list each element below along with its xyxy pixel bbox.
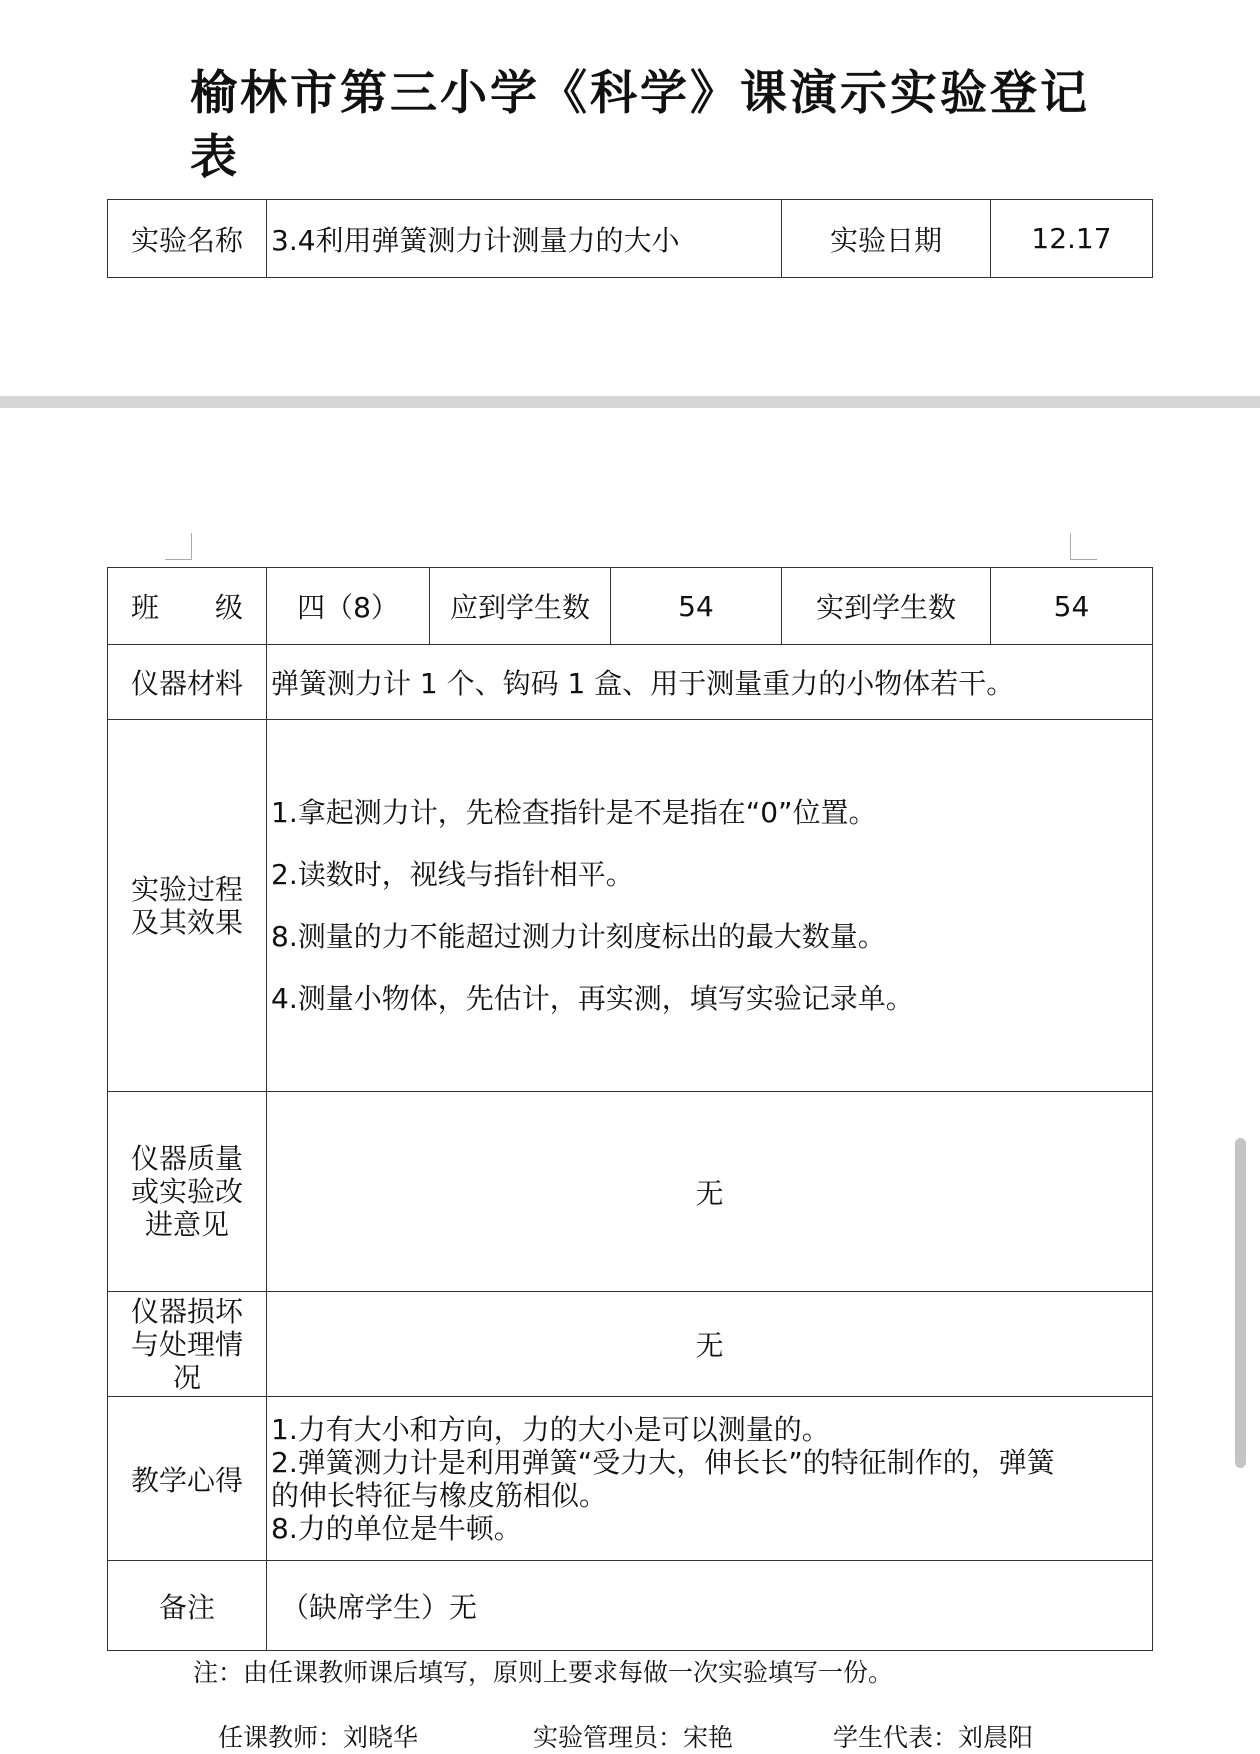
experiment-date-value: 12.17 (991, 200, 1153, 278)
quality-label-line: 仪器质量 (130, 1142, 243, 1175)
damage-value: 无 (267, 1292, 1153, 1397)
process-step: 2.读数时，视线与指针相平。 (271, 857, 634, 891)
experiment-name-value: 3.4利用弹簧测力计测量力的大小 (267, 200, 782, 278)
process-step: 8.测量的力不能超过测力计刻度标出的最大数量。 (271, 919, 886, 953)
teaching-label: 教学心得 (108, 1397, 267, 1561)
quality-label-line: 进意见 (144, 1208, 229, 1241)
process-step: 1.拿起测力计，先检查指针是不是指在“0”位置。 (271, 795, 877, 829)
student-signature: 学生代表：刘晨阳 (833, 1723, 1034, 1752)
page-corner-mark-left (165, 533, 192, 560)
class-value: 四（8） (267, 568, 430, 645)
teacher-signature: 任课教师：刘晓华 (218, 1723, 419, 1752)
teaching-line: 2.弹簧测力计是利用弹簧“受力大，伸长长”的特征制作的，弹簧 (271, 1445, 1055, 1479)
actual-students-label: 实到学生数 (782, 568, 991, 645)
damage-label-line: 仪器损坏 (130, 1294, 243, 1328)
page-separator (0, 396, 1260, 408)
class-label: 班 级 (108, 568, 267, 645)
expected-students-label: 应到学生数 (430, 568, 611, 645)
experiment-date-label: 实验日期 (782, 200, 991, 278)
page-title: 榆林市第三小学《科学》课演示实验登记表 (190, 66, 1090, 185)
quality-label-line: 或实验改 (130, 1175, 243, 1208)
teaching-line: 8.力的单位是牛顿。 (271, 1511, 522, 1545)
damage-label-line: 况 (172, 1360, 201, 1394)
process-label-line: 及其效果 (130, 905, 243, 939)
damage-label (108, 1292, 267, 1397)
header-table (107, 199, 1153, 278)
quality-label (108, 1092, 267, 1292)
quality-value: 无 (267, 1092, 1153, 1292)
process-step: 4.测量小物体，先估计，再实测，填写实验记录单。 (271, 981, 914, 1015)
admin-signature: 实验管理员：宋艳 (533, 1723, 734, 1752)
teaching-line: 的伸长特征与橡皮筋相似。 (271, 1478, 608, 1512)
vertical-scrollbar[interactable] (1235, 1138, 1246, 1468)
page-corner-mark-right (1070, 533, 1097, 560)
teaching-value (267, 1397, 1153, 1561)
process-label-line: 实验过程 (130, 872, 243, 906)
actual-students-value: 54 (991, 568, 1153, 645)
damage-label-line: 与处理情 (130, 1327, 243, 1361)
process-label (108, 720, 267, 1092)
teaching-line: 1.力有大小和方向，力的大小是可以测量的。 (271, 1412, 830, 1446)
materials-value: 弹簧测力计 1 个、钩码 1 盒、用于测量重力的小物体若干。 (267, 645, 1153, 720)
footer-note: 注：由任课教师课后填写，原则上要求每做一次实验填写一份。 (193, 1658, 894, 1687)
process-value (267, 720, 1153, 1092)
experiment-name-label: 实验名称 (108, 200, 267, 278)
expected-students-value: 54 (611, 568, 782, 645)
main-table (107, 567, 1153, 1651)
remarks-value: （缺席学生）无 (267, 1561, 1153, 1651)
remarks-label: 备注 (108, 1561, 267, 1651)
materials-label: 仪器材料 (108, 645, 267, 720)
